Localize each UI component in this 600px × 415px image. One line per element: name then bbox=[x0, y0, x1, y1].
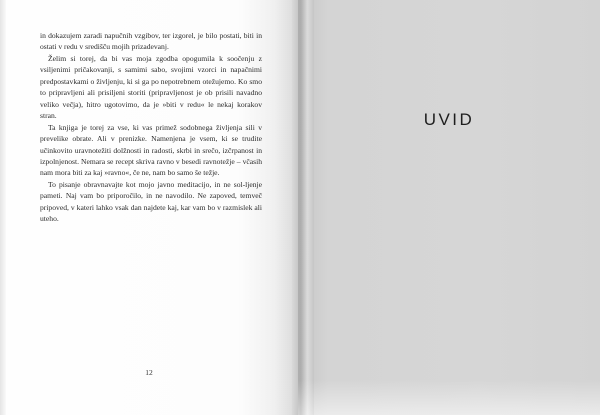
paragraph-4: To pisanje obravnavajte kot mojo javno meditacijo, in ne sol-ljenje pameti. Naj vam bo priporočilo, in ne navodilo. Ne zapoved, temveč pripoved, v kateri lahko vsak dan najdete kaj, kar vam bo v razmislek ali uteho. bbox=[40, 179, 262, 224]
paragraph-2: Želim si torej, da bi vas moja zgodba opogumila k soočenju z vsiljenimi pričakovanji, s samimi sabo, svojimi vzorci in napačnimi predpostavkami o življenju, ki si ga po nepotrebnem otežujemo. Ko smo to pripravljeni ali prisiljeni storiti (pripravljenost je ob prisili navadno veliko večja), hitro ugotovimo, da je »biti v redu« le nekaj korakov stran. bbox=[40, 53, 262, 121]
paragraph-1: in dokazujem zaradi napučnih vzgibov, ter izgorel, je bilo postati, biti in ostati v redu v središču mojih prizadevanj. bbox=[40, 31, 262, 52]
left-page-edge bbox=[0, 0, 6, 415]
book-gutter-shadow bbox=[292, 0, 314, 415]
chapter-title: UVID bbox=[423, 110, 475, 129]
left-page-body-text bbox=[40, 30, 262, 225]
page-number: 12 bbox=[145, 368, 153, 377]
right-page bbox=[298, 0, 600, 415]
right-page-bottom-shade bbox=[298, 380, 600, 415]
paragraph-3: Ta knjiga je torej za vse, ki vas primež sodobnega življenja sili v prevelike obrate. Ali v prenizke. Namenjena je vsem, ki se trudite učinkovito uravnotežiti dolžnosti in radosti, skrbi in srečo, izčrpanost in izpolnjenost. Nemara se recept skriva ravno v besedi ravnotežje – včasih nam mora biti za kaj »ravno«, če ne, nam bo samo še težje. bbox=[40, 122, 262, 178]
